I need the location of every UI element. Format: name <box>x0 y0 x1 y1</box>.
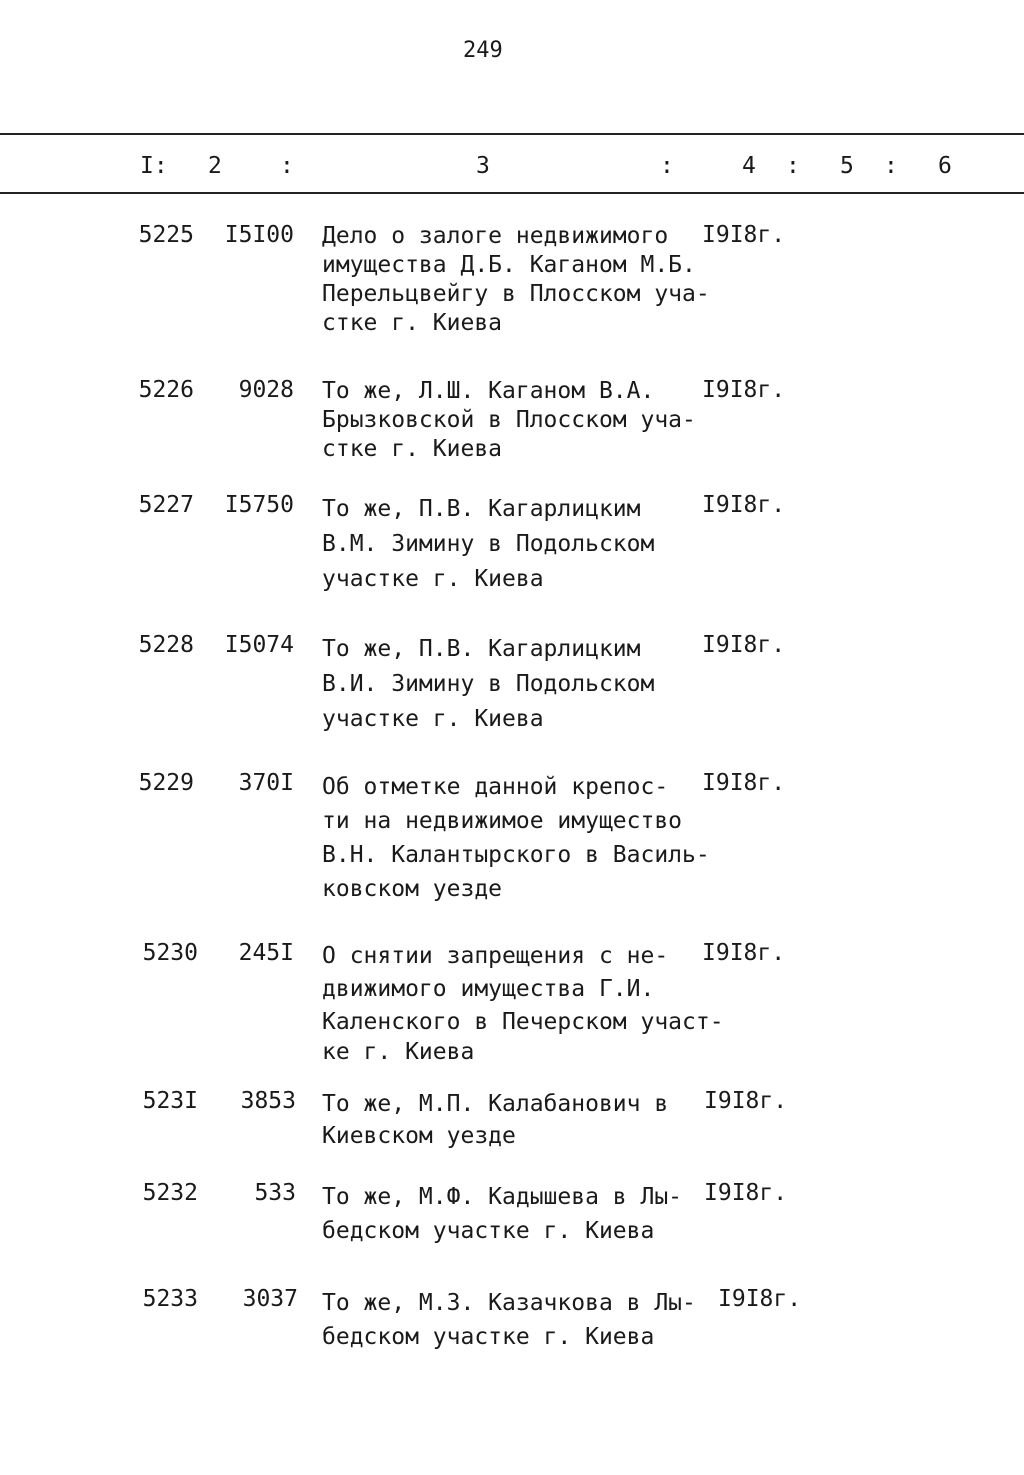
entry-description <box>322 1180 712 1248</box>
description-line: имущества Д.Б. Каганом М.Б. <box>322 252 696 278</box>
entry-year: I9I8г. <box>718 1286 802 1312</box>
entry-year: I9I8г. <box>702 770 786 796</box>
page-number: 249 <box>463 38 503 63</box>
col-3-label: 3 <box>476 153 490 179</box>
description-line: Брызковской в Плосском уча- <box>322 407 696 433</box>
entry-number: 5228 <box>138 632 194 658</box>
entry-number: 5229 <box>138 770 194 796</box>
description-line: Каленского в Печерском участ- <box>322 1009 724 1035</box>
description-line: ке г. Киева <box>322 1039 475 1065</box>
description-line: Перельцвейгу в Плосском уча- <box>322 281 710 307</box>
entry-description <box>322 1088 712 1152</box>
col-1-label: I: <box>140 153 168 179</box>
inventory-number: 370I <box>238 770 294 796</box>
entry-number: 5230 <box>142 940 198 966</box>
inventory-number: I5I00 <box>224 222 294 248</box>
entry-year: I9I8г. <box>704 1180 788 1206</box>
col-5-label: 5 <box>840 153 854 179</box>
description-line: бедском участке г. Киева <box>322 1324 655 1350</box>
description-line: То же, П.В. Кагарлицким <box>322 636 641 662</box>
description-line: участке г. Киева <box>322 566 544 592</box>
entry-description <box>322 632 712 737</box>
inventory-number: I5750 <box>224 492 294 518</box>
entry-number: 5232 <box>142 1180 198 1206</box>
col-2-label: 2 <box>208 153 222 179</box>
entry-description <box>322 492 712 597</box>
entry-description <box>322 770 712 906</box>
col-separator: : <box>884 153 898 179</box>
inventory-number: 9028 <box>238 377 294 403</box>
col-4-label: 4 <box>742 153 756 179</box>
col-separator: : <box>786 153 800 179</box>
entry-year: I9I8г. <box>702 632 786 658</box>
entry-description <box>322 377 712 464</box>
inventory-number: I5074 <box>224 632 294 658</box>
entry-number: 5225 <box>138 222 194 248</box>
entry-year: I9I8г. <box>704 1088 788 1114</box>
entry-description <box>322 222 712 338</box>
entry-number: 5227 <box>138 492 194 518</box>
description-line: О снятии запрещения с не- <box>322 943 669 969</box>
description-line: бедском участке г. Киева <box>322 1218 655 1244</box>
description-line: движимого имущества Г.И. <box>322 976 655 1002</box>
description-line: участке г. Киева <box>322 706 544 732</box>
col-separator: : <box>660 153 674 179</box>
entry-description <box>322 1286 712 1354</box>
description-line: ти на недвижимое имущество <box>322 808 683 834</box>
description-line: То же, П.В. Кагарлицким <box>322 496 641 522</box>
description-line: Дело о залоге недвижимого <box>322 223 669 249</box>
inventory-number: 245I <box>238 940 294 966</box>
description-line: В.Н. Калантырского в Василь- <box>322 842 710 868</box>
header-rule-top <box>0 133 1024 135</box>
description-line: Об отметке данной крепос- <box>322 774 669 800</box>
description-line: В.М. Зимину в Подольском <box>322 531 655 557</box>
header-rule-bottom <box>0 192 1024 194</box>
description-line: То же, М.П. Калабанович в <box>322 1091 669 1117</box>
description-line: стке г. Киева <box>322 436 503 462</box>
description-line: То же, Л.Ш. Каганом В.А. <box>322 378 655 404</box>
description-line: стке г. Киева <box>322 310 503 336</box>
entry-description <box>322 940 724 1065</box>
entry-year: I9I8г. <box>702 492 786 518</box>
inventory-number: 3853 <box>240 1088 296 1114</box>
entry-number: 5233 <box>142 1286 198 1312</box>
entry-number: 523I <box>142 1088 198 1114</box>
inventory-number: 533 <box>254 1180 296 1206</box>
col-separator: : <box>280 153 294 179</box>
description-line: То же, М.Ф. Кадышева в Лы- <box>322 1184 683 1210</box>
entry-year: I9I8г. <box>702 377 786 403</box>
col-6-label: 6 <box>938 153 952 179</box>
description-line: То же, М.З. Казачкова в Лы- <box>322 1290 696 1316</box>
description-line: Киевском уезде <box>322 1123 516 1149</box>
entry-year: I9I8г. <box>702 222 786 248</box>
inventory-number: 3037 <box>242 1286 298 1312</box>
entry-number: 5226 <box>138 377 194 403</box>
description-line: ковском уезде <box>322 876 503 902</box>
description-line: В.И. Зимину в Подольском <box>322 671 655 697</box>
entry-year: I9I8г. <box>702 940 786 966</box>
